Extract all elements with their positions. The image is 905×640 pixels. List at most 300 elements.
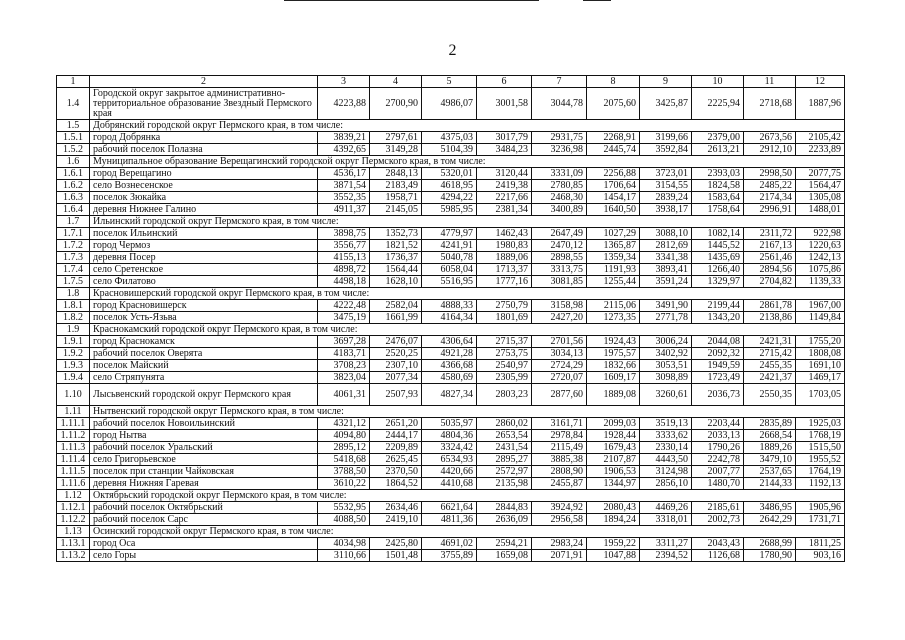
tariff-value: 1242,13 bbox=[796, 252, 845, 264]
tariff-value: 1445,52 bbox=[692, 240, 744, 252]
section-title: Нытвенский городской округ Пермского края, в том числе: bbox=[90, 406, 845, 418]
tariff-value: 3236,98 bbox=[532, 144, 587, 156]
tariff-value: 2978,84 bbox=[532, 430, 587, 442]
tariff-value: 1975,57 bbox=[587, 348, 640, 360]
tariff-value: 1082,14 bbox=[692, 228, 744, 240]
tariff-value: 3331,09 bbox=[532, 168, 587, 180]
tariff-value: 1889,08 bbox=[587, 384, 640, 406]
row-code: 1.13.1 bbox=[57, 538, 90, 550]
tariff-value: 4061,31 bbox=[318, 384, 370, 406]
settlement-name: город Красновишерск bbox=[90, 300, 318, 312]
tariff-value: 2330,14 bbox=[640, 442, 692, 454]
section-row bbox=[57, 324, 845, 336]
tariff-value: 2636,09 bbox=[477, 514, 532, 526]
tariff-value: 4420,66 bbox=[422, 466, 477, 478]
row-code: 1.6.3 bbox=[57, 192, 90, 204]
table-row bbox=[57, 192, 845, 204]
row-code: 1.7.2 bbox=[57, 240, 90, 252]
tariff-value: 1564,47 bbox=[796, 180, 845, 192]
column-number: 11 bbox=[744, 76, 796, 88]
settlement-name: город Верещагино bbox=[90, 168, 318, 180]
tariff-value: 1480,70 bbox=[692, 478, 744, 490]
table-row bbox=[57, 384, 845, 406]
table-row bbox=[57, 228, 845, 240]
column-number: 4 bbox=[370, 76, 422, 88]
column-number: 2 bbox=[90, 76, 318, 88]
tariff-value: 1273,35 bbox=[587, 312, 640, 324]
tariff-value: 1501,48 bbox=[370, 550, 422, 562]
tariff-value: 3098,89 bbox=[640, 372, 692, 384]
tariff-value: 3486,95 bbox=[744, 502, 796, 514]
tariff-value: 2771,78 bbox=[640, 312, 692, 324]
tariff-value: 2080,43 bbox=[587, 502, 640, 514]
tariff-value: 3001,58 bbox=[477, 88, 532, 120]
tariff-value: 2043,43 bbox=[692, 538, 744, 550]
tariff-value: 2311,72 bbox=[744, 228, 796, 240]
tariff-value: 1777,16 bbox=[477, 276, 532, 288]
tariff-value: 2688,99 bbox=[744, 538, 796, 550]
settlement-name: рабочий поселок Уральский bbox=[90, 442, 318, 454]
tariff-value: 4088,50 bbox=[318, 514, 370, 526]
row-code: 1.12 bbox=[57, 490, 90, 502]
tariff-value: 1949,59 bbox=[692, 360, 744, 372]
table-row bbox=[57, 180, 845, 192]
tariff-value: 1266,40 bbox=[692, 264, 744, 276]
tariff-value: 6621,64 bbox=[422, 502, 477, 514]
table-row bbox=[57, 430, 845, 442]
table-row bbox=[57, 300, 845, 312]
tariff-value: 4164,34 bbox=[422, 312, 477, 324]
tariff-value: 1703,05 bbox=[796, 384, 845, 406]
tariff-value: 1255,44 bbox=[587, 276, 640, 288]
tariff-value: 1659,08 bbox=[477, 550, 532, 562]
tariff-value: 2856,10 bbox=[640, 478, 692, 490]
settlement-name: рабочий поселок Октябрьский bbox=[90, 502, 318, 514]
tariff-value: 4443,50 bbox=[640, 454, 692, 466]
row-code: 1.6.4 bbox=[57, 204, 90, 216]
tariff-value: 2107,87 bbox=[587, 454, 640, 466]
tariff-value: 3400,89 bbox=[532, 204, 587, 216]
tariff-value: 2105,42 bbox=[796, 132, 845, 144]
tariff-value: 2115,06 bbox=[587, 300, 640, 312]
tariff-value: 2808,90 bbox=[532, 466, 587, 478]
section-row bbox=[57, 490, 845, 502]
tariff-value: 2860,02 bbox=[477, 418, 532, 430]
tariff-value: 3017,79 bbox=[477, 132, 532, 144]
table-row bbox=[57, 502, 845, 514]
tariff-value: 2305,99 bbox=[477, 372, 532, 384]
tariff-value: 1191,93 bbox=[587, 264, 640, 276]
tariff-value: 2720,07 bbox=[532, 372, 587, 384]
tariff-value: 3081,85 bbox=[532, 276, 587, 288]
tariff-value: 3034,13 bbox=[532, 348, 587, 360]
tariff-value: 4827,34 bbox=[422, 384, 477, 406]
tariff-value: 1801,69 bbox=[477, 312, 532, 324]
tariff-value: 1149,84 bbox=[796, 312, 845, 324]
table-row bbox=[57, 168, 845, 180]
tariff-value: 2099,03 bbox=[587, 418, 640, 430]
row-code: 1.5 bbox=[57, 120, 90, 132]
tariff-value: 1905,96 bbox=[796, 502, 845, 514]
section-row bbox=[57, 216, 845, 228]
tariff-value: 1359,34 bbox=[587, 252, 640, 264]
table-row bbox=[57, 466, 845, 478]
tariff-value: 1435,69 bbox=[692, 252, 744, 264]
row-code: 1.7 bbox=[57, 216, 90, 228]
tariff-value: 3402,92 bbox=[640, 348, 692, 360]
tariff-value: 2044,08 bbox=[692, 336, 744, 348]
tariff-value: 3324,42 bbox=[422, 442, 477, 454]
tariff-value: 4779,97 bbox=[422, 228, 477, 240]
table-row bbox=[57, 132, 845, 144]
tariff-value: 2033,13 bbox=[692, 430, 744, 442]
tariff-value: 1980,83 bbox=[477, 240, 532, 252]
tariff-value: 2183,49 bbox=[370, 180, 422, 192]
tariff-value: 2625,45 bbox=[370, 454, 422, 466]
tariff-value: 5104,39 bbox=[422, 144, 477, 156]
tariff-value: 2653,54 bbox=[477, 430, 532, 442]
tariff-value: 2115,49 bbox=[532, 442, 587, 454]
column-number: 5 bbox=[422, 76, 477, 88]
table-row bbox=[57, 372, 845, 384]
row-code: 1.9.4 bbox=[57, 372, 90, 384]
tariff-value: 2983,24 bbox=[532, 538, 587, 550]
row-code: 1.8 bbox=[57, 288, 90, 300]
tariff-value: 4888,33 bbox=[422, 300, 477, 312]
tariff-value: 2701,56 bbox=[532, 336, 587, 348]
tariff-value: 4469,26 bbox=[640, 502, 692, 514]
tariff-value: 2956,58 bbox=[532, 514, 587, 526]
tariff-value: 1462,43 bbox=[477, 228, 532, 240]
settlement-name: деревня Нижнее Галино bbox=[90, 204, 318, 216]
tariff-value: 4691,02 bbox=[422, 538, 477, 550]
tariff-value: 1925,03 bbox=[796, 418, 845, 430]
section-title: Муниципальное образование Верещагинский городской округ Пермского края, в том числе: bbox=[90, 156, 845, 168]
tariff-value: 1924,43 bbox=[587, 336, 640, 348]
tariff-value: 3871,54 bbox=[318, 180, 370, 192]
row-code: 1.8.2 bbox=[57, 312, 90, 324]
tariff-value: 3313,75 bbox=[532, 264, 587, 276]
column-number: 1 bbox=[57, 76, 90, 88]
section-title: Красновишерский городской округ Пермского края, в том числе: bbox=[90, 288, 845, 300]
row-code: 1.8.1 bbox=[57, 300, 90, 312]
tariff-value: 2071,91 bbox=[532, 550, 587, 562]
tariff-value: 1864,52 bbox=[370, 478, 422, 490]
tariff-value: 4034,98 bbox=[318, 538, 370, 550]
tariff-value: 3552,35 bbox=[318, 192, 370, 204]
tariff-value: 1928,44 bbox=[587, 430, 640, 442]
tariff-value: 2419,38 bbox=[477, 180, 532, 192]
tariff-value: 1764,19 bbox=[796, 466, 845, 478]
tariff-value: 4804,36 bbox=[422, 430, 477, 442]
settlement-name: город Чермоз bbox=[90, 240, 318, 252]
tariff-value: 3311,27 bbox=[640, 538, 692, 550]
tariff-value: 3708,23 bbox=[318, 360, 370, 372]
tariff-value: 1887,96 bbox=[796, 88, 845, 120]
tariff-value: 1075,86 bbox=[796, 264, 845, 276]
tariff-value: 2431,54 bbox=[477, 442, 532, 454]
tariff-value: 5418,68 bbox=[318, 454, 370, 466]
tariff-value: 2425,80 bbox=[370, 538, 422, 550]
tariff-value: 2445,74 bbox=[587, 144, 640, 156]
tariff-value: 2379,00 bbox=[692, 132, 744, 144]
tariff-value: 2444,17 bbox=[370, 430, 422, 442]
table-row bbox=[57, 514, 845, 526]
tariff-value: 1723,49 bbox=[692, 372, 744, 384]
tariff-value: 2135,98 bbox=[477, 478, 532, 490]
tariff-value: 3088,10 bbox=[640, 228, 692, 240]
settlement-name: село Стряпунята bbox=[90, 372, 318, 384]
tariff-value: 2307,10 bbox=[370, 360, 422, 372]
tariff-value: 2144,33 bbox=[744, 478, 796, 490]
tariff-value: 1609,17 bbox=[587, 372, 640, 384]
table-row bbox=[57, 312, 845, 324]
tariff-value: 2077,34 bbox=[370, 372, 422, 384]
row-code: 1.13 bbox=[57, 526, 90, 538]
settlement-name: село Филатово bbox=[90, 276, 318, 288]
tariff-value: 1343,20 bbox=[692, 312, 744, 324]
tariff-value: 3120,44 bbox=[477, 168, 532, 180]
tariff-value: 3044,78 bbox=[532, 88, 587, 120]
tariff-value: 1713,37 bbox=[477, 264, 532, 276]
tariff-value: 3475,19 bbox=[318, 312, 370, 324]
tariff-value: 1811,25 bbox=[796, 538, 845, 550]
row-code: 1.5.1 bbox=[57, 132, 90, 144]
row-code: 1.11.3 bbox=[57, 442, 90, 454]
settlement-name: село Григорьевское bbox=[90, 454, 318, 466]
tariff-value: 2455,87 bbox=[532, 478, 587, 490]
tariff-table bbox=[56, 75, 845, 562]
tariff-value: 3592,84 bbox=[640, 144, 692, 156]
section-title: Ильинский городской округ Пермского края, в том числе: bbox=[90, 216, 845, 228]
settlement-name: город Добрянка bbox=[90, 132, 318, 144]
tariff-value: 4911,37 bbox=[318, 204, 370, 216]
tariff-value: 2233,89 bbox=[796, 144, 845, 156]
tariff-value: 2468,30 bbox=[532, 192, 587, 204]
tariff-value: 1469,17 bbox=[796, 372, 845, 384]
tariff-value: 1768,19 bbox=[796, 430, 845, 442]
row-code: 1.11.5 bbox=[57, 466, 90, 478]
tariff-value: 3479,10 bbox=[744, 454, 796, 466]
tariff-value: 2077,75 bbox=[796, 168, 845, 180]
settlement-name: село Сретенское bbox=[90, 264, 318, 276]
tariff-value: 4306,64 bbox=[422, 336, 477, 348]
tariff-value: 3318,01 bbox=[640, 514, 692, 526]
tariff-value: 2894,56 bbox=[744, 264, 796, 276]
tariff-value: 1661,99 bbox=[370, 312, 422, 324]
tariff-value: 2138,86 bbox=[744, 312, 796, 324]
tariff-value: 4921,28 bbox=[422, 348, 477, 360]
table-body bbox=[57, 76, 845, 562]
tariff-value: 3260,61 bbox=[640, 384, 692, 406]
tariff-value: 3484,23 bbox=[477, 144, 532, 156]
tariff-value: 4410,68 bbox=[422, 478, 477, 490]
tariff-value: 903,16 bbox=[796, 550, 845, 562]
tariff-value: 2199,44 bbox=[692, 300, 744, 312]
row-code: 1.13.2 bbox=[57, 550, 90, 562]
section-row bbox=[57, 156, 845, 168]
tariff-value: 3723,01 bbox=[640, 168, 692, 180]
tariff-value: 2700,90 bbox=[370, 88, 422, 120]
tariff-value: 2507,93 bbox=[370, 384, 422, 406]
tariff-value: 1027,29 bbox=[587, 228, 640, 240]
tariff-value: 3154,55 bbox=[640, 180, 692, 192]
settlement-name: поселок при станции Чайковская bbox=[90, 466, 318, 478]
tariff-value: 2750,79 bbox=[477, 300, 532, 312]
tariff-value: 1832,66 bbox=[587, 360, 640, 372]
tariff-value: 2225,94 bbox=[692, 88, 744, 120]
tariff-value: 2421,37 bbox=[744, 372, 796, 384]
tariff-value: 2642,29 bbox=[744, 514, 796, 526]
tariff-value: 3839,21 bbox=[318, 132, 370, 144]
tariff-value: 5516,95 bbox=[422, 276, 477, 288]
tariff-value: 2704,82 bbox=[744, 276, 796, 288]
settlement-name: деревня Посер bbox=[90, 252, 318, 264]
table-row bbox=[57, 538, 845, 550]
tariff-value: 1736,37 bbox=[370, 252, 422, 264]
tariff-value: 1889,06 bbox=[477, 252, 532, 264]
top-rule-right bbox=[583, 0, 611, 1]
tariff-value: 3425,87 bbox=[640, 88, 692, 120]
settlement-name: город Краснокамск bbox=[90, 336, 318, 348]
tariff-value: 2753,75 bbox=[477, 348, 532, 360]
tariff-value: 1821,52 bbox=[370, 240, 422, 252]
tariff-value: 6534,93 bbox=[422, 454, 477, 466]
row-code: 1.12.1 bbox=[57, 502, 90, 514]
tariff-value: 4986,07 bbox=[422, 88, 477, 120]
settlement-name: поселок Ильинский bbox=[90, 228, 318, 240]
tariff-value: 2476,07 bbox=[370, 336, 422, 348]
settlement-name: поселок Майский bbox=[90, 360, 318, 372]
tariff-value: 4392,65 bbox=[318, 144, 370, 156]
tariff-value: 1515,50 bbox=[796, 442, 845, 454]
tariff-value: 4898,72 bbox=[318, 264, 370, 276]
tariff-value: 2803,23 bbox=[477, 384, 532, 406]
tariff-value: 2167,13 bbox=[744, 240, 796, 252]
tariff-value: 2394,52 bbox=[640, 550, 692, 562]
tariff-value: 2268,91 bbox=[587, 132, 640, 144]
tariff-value: 2217,66 bbox=[477, 192, 532, 204]
tariff-value: 2895,27 bbox=[477, 454, 532, 466]
tariff-value: 2715,37 bbox=[477, 336, 532, 348]
settlement-name: село Вознесенское bbox=[90, 180, 318, 192]
tariff-value: 2839,24 bbox=[640, 192, 692, 204]
tariff-value: 4222,48 bbox=[318, 300, 370, 312]
section-title: Добрянский городской округ Пермского края, в том числе: bbox=[90, 120, 845, 132]
tariff-value: 2256,88 bbox=[587, 168, 640, 180]
row-code: 1.5.2 bbox=[57, 144, 90, 156]
tariff-value: 2036,73 bbox=[692, 384, 744, 406]
tariff-value: 2540,97 bbox=[477, 360, 532, 372]
tariff-value: 3893,41 bbox=[640, 264, 692, 276]
tariff-value: 1488,01 bbox=[796, 204, 845, 216]
tariff-value: 1780,90 bbox=[744, 550, 796, 562]
settlement-name: Городской округ закрытое административно-территориальное образование Звездный Пермского края bbox=[90, 88, 318, 120]
tariff-value: 1583,64 bbox=[692, 192, 744, 204]
tariff-value: 1329,97 bbox=[692, 276, 744, 288]
tariff-value: 4366,68 bbox=[422, 360, 477, 372]
tariff-value: 1889,26 bbox=[744, 442, 796, 454]
tariff-value: 1365,87 bbox=[587, 240, 640, 252]
row-code: 1.7.4 bbox=[57, 264, 90, 276]
tariff-value: 2724,29 bbox=[532, 360, 587, 372]
tariff-value: 1758,64 bbox=[692, 204, 744, 216]
row-code: 1.9.1 bbox=[57, 336, 90, 348]
section-row bbox=[57, 526, 845, 538]
tariff-value: 1894,24 bbox=[587, 514, 640, 526]
row-code: 1.11.1 bbox=[57, 418, 90, 430]
settlement-name: поселок Зюкайка bbox=[90, 192, 318, 204]
tariff-value: 2419,10 bbox=[370, 514, 422, 526]
tariff-value: 4580,69 bbox=[422, 372, 477, 384]
tariff-value: 2393,03 bbox=[692, 168, 744, 180]
tariff-value: 2242,78 bbox=[692, 454, 744, 466]
tariff-value: 2145,05 bbox=[370, 204, 422, 216]
tariff-value: 1755,20 bbox=[796, 336, 845, 348]
tariff-value: 2007,77 bbox=[692, 466, 744, 478]
tariff-value: 2485,22 bbox=[744, 180, 796, 192]
row-code: 1.9.2 bbox=[57, 348, 90, 360]
tariff-value: 3124,98 bbox=[640, 466, 692, 478]
row-code: 1.9 bbox=[57, 324, 90, 336]
tariff-value: 2998,50 bbox=[744, 168, 796, 180]
tariff-value: 3591,24 bbox=[640, 276, 692, 288]
tariff-value: 2520,25 bbox=[370, 348, 422, 360]
tariff-value: 2715,42 bbox=[744, 348, 796, 360]
settlement-name: Лысьвенский городской округ Пермского края bbox=[90, 384, 318, 406]
tariff-value: 5532,95 bbox=[318, 502, 370, 514]
tariff-value: 3158,98 bbox=[532, 300, 587, 312]
table-row bbox=[57, 418, 845, 430]
tariff-value: 4321,12 bbox=[318, 418, 370, 430]
tariff-value: 4155,13 bbox=[318, 252, 370, 264]
settlement-name: рабочий поселок Полазна bbox=[90, 144, 318, 156]
tariff-value: 4375,03 bbox=[422, 132, 477, 144]
row-code: 1.7.5 bbox=[57, 276, 90, 288]
tariff-value: 6058,04 bbox=[422, 264, 477, 276]
tariff-value: 1344,97 bbox=[587, 478, 640, 490]
tariff-value: 4536,17 bbox=[318, 168, 370, 180]
row-code: 1.11.4 bbox=[57, 454, 90, 466]
column-number: 3 bbox=[318, 76, 370, 88]
settlement-name: деревня Нижняя Гаревая bbox=[90, 478, 318, 490]
row-code: 1.9.3 bbox=[57, 360, 90, 372]
tariff-value: 2898,55 bbox=[532, 252, 587, 264]
tariff-value: 2861,78 bbox=[744, 300, 796, 312]
column-number: 9 bbox=[640, 76, 692, 88]
row-code: 1.11.6 bbox=[57, 478, 90, 490]
tariff-value: 1192,13 bbox=[796, 478, 845, 490]
tariff-value: 3199,66 bbox=[640, 132, 692, 144]
tariff-value: 2209,89 bbox=[370, 442, 422, 454]
row-code: 1.7.1 bbox=[57, 228, 90, 240]
settlement-name: рабочий поселок Сарс bbox=[90, 514, 318, 526]
tariff-value: 2582,04 bbox=[370, 300, 422, 312]
tariff-value: 3519,13 bbox=[640, 418, 692, 430]
tariff-value: 3823,04 bbox=[318, 372, 370, 384]
table-row bbox=[57, 240, 845, 252]
tariff-value: 3755,89 bbox=[422, 550, 477, 562]
row-code: 1.10 bbox=[57, 384, 90, 406]
row-code: 1.12.2 bbox=[57, 514, 90, 526]
tariff-value: 3924,92 bbox=[532, 502, 587, 514]
tariff-value: 1959,22 bbox=[587, 538, 640, 550]
tariff-value: 3885,38 bbox=[532, 454, 587, 466]
page-number: 2 bbox=[448, 42, 457, 59]
tariff-value: 1706,64 bbox=[587, 180, 640, 192]
table-row bbox=[57, 336, 845, 348]
section-title: Осинский городской округ Пермского края, в том числе: bbox=[90, 526, 845, 538]
